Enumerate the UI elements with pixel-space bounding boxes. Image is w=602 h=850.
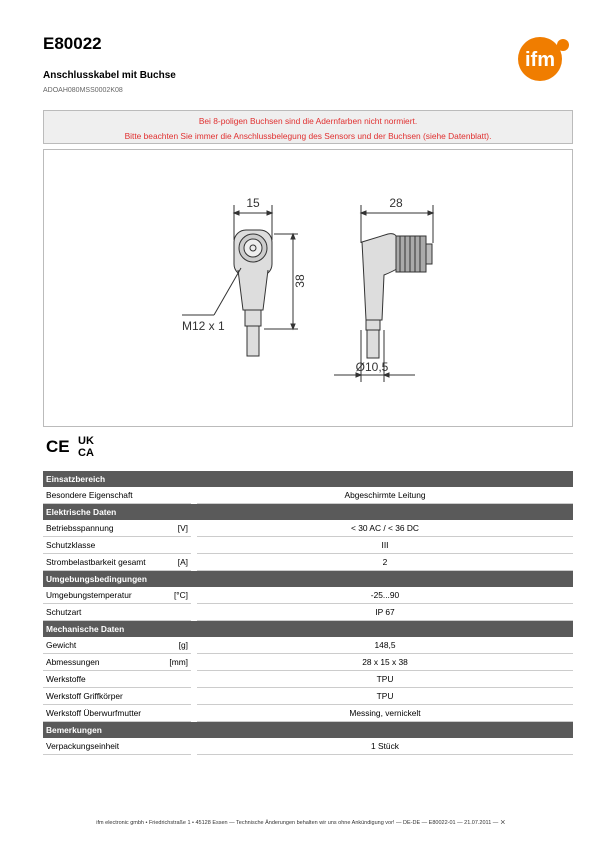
spec-label: Werkstoffe xyxy=(46,674,86,684)
footer-text: ifm electronic gmbh • Friedrichstraße 1 • 45128 Essen — Technische Änderungen behalten wir uns ohne Ankündigung vor! — DE-DE — E80022-01 — 21.07.2011 — xyxy=(96,820,499,826)
spec-row xyxy=(43,705,573,722)
spec-label: Strombelastbarkeit gesamt xyxy=(46,557,146,567)
spec-row xyxy=(43,554,573,571)
spec-label-cell xyxy=(43,688,191,705)
dim-diameter: Ø10,5 xyxy=(355,360,389,374)
spec-unit: [A] xyxy=(177,557,188,567)
spec-value: 1 Stück xyxy=(197,738,573,755)
article-code: ADOAH080MSS0002K08 xyxy=(43,87,123,94)
spec-label-cell xyxy=(43,604,191,621)
spec-label: Schutzklasse xyxy=(46,540,96,550)
spec-unit: [g] xyxy=(178,640,188,650)
notice-line-1: Bei 8-poligen Buchsen sind die Adernfarben nicht normiert. xyxy=(198,116,418,126)
specs-table xyxy=(43,470,573,755)
section-header xyxy=(43,722,573,739)
spec-unit: [V] xyxy=(177,523,188,533)
spec-value: Messing, vernickelt xyxy=(197,705,573,722)
spec-row xyxy=(43,537,573,554)
spec-row xyxy=(43,738,573,755)
spec-value: 2 xyxy=(197,554,573,571)
spec-label-cell xyxy=(43,637,191,654)
certification-marks xyxy=(46,433,106,464)
spec-unit: [°C] xyxy=(173,590,188,600)
spec-label-cell xyxy=(43,654,191,671)
ifm-logo xyxy=(513,35,575,83)
spec-label: Werkstoff Griffkörper xyxy=(46,691,123,701)
section-title: Bemerkungen xyxy=(43,722,573,739)
spec-row xyxy=(43,671,573,688)
spec-value: III xyxy=(197,537,573,554)
section-header xyxy=(43,621,573,638)
ce-mark: CE xyxy=(46,437,70,456)
dim-width-front: 15 xyxy=(246,196,260,210)
spec-row xyxy=(43,520,573,537)
footer xyxy=(0,818,602,826)
spec-value: 28 x 15 x 38 xyxy=(197,654,573,671)
product-subtitle: Anschlusskabel mit Buchse xyxy=(43,70,176,81)
spec-row xyxy=(43,587,573,604)
spec-label-cell xyxy=(43,705,191,722)
page-title: E80022 xyxy=(43,34,102,53)
section-title: Einsatzbereich xyxy=(43,471,573,488)
spec-label-cell xyxy=(43,537,191,554)
section-title: Umgebungsbedingungen xyxy=(43,571,573,588)
spec-value: IP 67 xyxy=(197,604,573,621)
spec-row xyxy=(43,604,573,621)
doc-icon: ⨯ xyxy=(499,819,506,826)
spec-value: Abgeschirmte Leitung xyxy=(197,487,573,504)
spec-label-cell xyxy=(43,587,191,604)
spec-unit: [mm] xyxy=(169,657,188,667)
spec-label-cell xyxy=(43,554,191,571)
spec-label: Betriebsspannung xyxy=(46,523,114,533)
spec-label: Besondere Eigenschaft xyxy=(46,490,133,500)
spec-label-cell xyxy=(43,487,191,504)
spec-row xyxy=(43,637,573,654)
section-title: Mechanische Daten xyxy=(43,621,573,638)
logo-text: ifm xyxy=(525,49,555,71)
spec-label: Umgebungstemperatur xyxy=(46,590,132,600)
spec-value: 148,5 xyxy=(197,637,573,654)
spec-row xyxy=(43,654,573,671)
notice-box xyxy=(43,110,573,144)
section-header xyxy=(43,471,573,488)
spec-value: < 30 AC / < 36 DC xyxy=(197,520,573,537)
thread-label: M12 x 1 xyxy=(182,319,225,333)
section-header xyxy=(43,504,573,521)
notice-line-2: Bitte beachten Sie immer die Anschlussbelegung des Sensors und der Buchsen (siehe Datenblatt). xyxy=(124,131,492,141)
dimension-drawing xyxy=(44,150,572,426)
spec-label: Gewicht xyxy=(46,640,77,650)
spec-value: TPU xyxy=(197,671,573,688)
spec-label-cell xyxy=(43,520,191,537)
section-header xyxy=(43,571,573,588)
spec-label: Verpackungseinheit xyxy=(46,741,120,751)
section-title: Elektrische Daten xyxy=(43,504,573,521)
spec-label-cell xyxy=(43,738,191,755)
spec-label: Schutzart xyxy=(46,607,82,617)
spec-label: Abmessungen xyxy=(46,657,100,667)
spec-value: -25...90 xyxy=(197,587,573,604)
spec-row xyxy=(43,487,573,504)
ukca-mark-top: UK xyxy=(78,435,94,447)
spec-value: TPU xyxy=(197,688,573,705)
dim-height: 38 xyxy=(293,274,307,288)
spec-row xyxy=(43,688,573,705)
technical-drawing xyxy=(43,149,573,427)
ukca-mark-bottom: CA xyxy=(78,447,94,459)
dim-width-side: 28 xyxy=(389,196,403,210)
spec-label-cell xyxy=(43,671,191,688)
spec-label: Werkstoff Überwurfmutter xyxy=(46,708,142,718)
